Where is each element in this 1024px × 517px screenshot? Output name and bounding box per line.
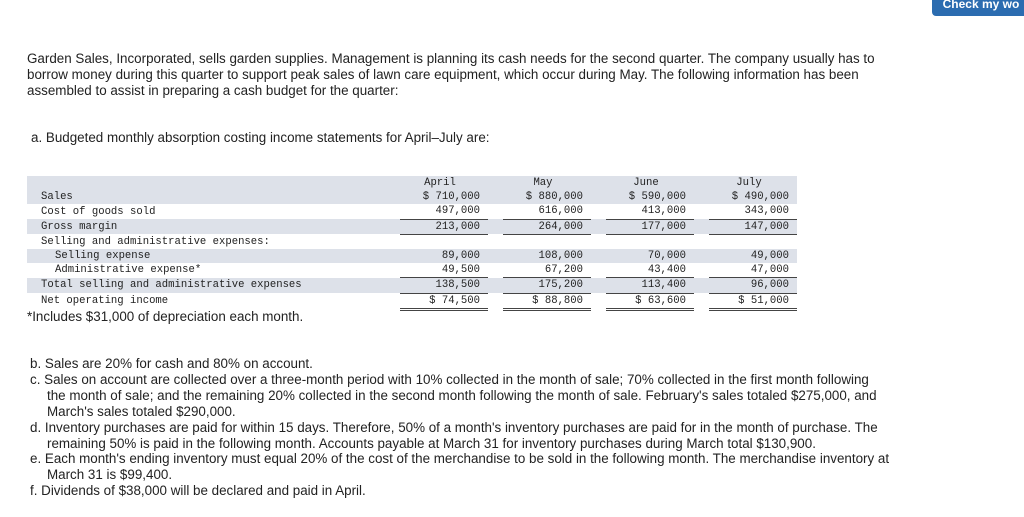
header-blank [27,176,400,190]
month-header: June [606,176,694,190]
cell-value: 497,000 [400,204,488,219]
cell-value: 47,000 [709,263,797,278]
cell-value: 147,000 [709,219,797,234]
depreciation-footnote: *Includes $31,000 of depreciation each month. [27,309,304,324]
cell-value: 343,000 [709,204,797,219]
list-item: f. Dividends of $38,000 will be declared and paid in April. [30,483,366,499]
cell-value: 175,200 [503,278,591,293]
row-label: Sales [27,190,400,204]
part-a-heading: a. Budgeted monthly absorption costing income statements for April–July are: [31,130,490,145]
cell-value: 89,000 [400,249,488,263]
cell-value: 67,200 [503,263,591,278]
cell-value: 70,000 [606,249,694,263]
cell-value: 213,000 [400,219,488,234]
cell-value: 49,500 [400,263,488,278]
row-label: Total selling and administrative expenses [27,278,400,293]
list-item: b. Sales are 20% for cash and 80% on account. [30,356,313,371]
cell-value: $ 74,500 [400,293,488,309]
table-row-gross-margin [27,219,797,234]
cell-value: $ 880,000 [503,190,591,204]
list-item: e. Each month's ending inventory must equal 20% of the cost of the merchandise to be sold in the following month. The merchandise inventory at March 31 is $99,400. [30,451,890,483]
cell-value: $ 63,600 [606,293,694,309]
cell-value: 264,000 [503,219,591,234]
intro-paragraph: Garden Sales, Incorporated, sells garden supplies. Management is planning its cash needs for the second quarter. The company usually has to borrow money during this quarter to support peak sales of lawn care equipment, which occur during May. The following information has been assembled to assist in preparing a cash budget for the quarter: [27,51,875,98]
table-row-sales [27,190,797,204]
table-row-cogs [27,204,797,219]
cell-value: $ 590,000 [606,190,694,204]
cell-value: $ 710,000 [400,190,488,204]
cell-value: 616,000 [503,204,591,219]
cell-value: 96,000 [709,278,797,293]
assumptions-list [30,356,890,499]
cell-value: $ 88,800 [503,293,591,309]
cell-value: 43,400 [606,263,694,278]
table-header-row [27,176,797,190]
cell-value: $ 51,000 [709,293,797,309]
month-header: July [709,176,797,190]
table-row-selling-expense [27,249,797,263]
income-statement-table [27,176,797,311]
row-label: Selling and administrative expenses: [41,235,270,248]
month-header: May [503,176,591,190]
row-label: Net operating income [41,295,169,308]
row-label: Selling expense [27,249,400,263]
cell-value: 177,000 [606,219,694,234]
table-row-admin-expense [27,263,797,278]
table-row-total-sga [27,278,797,293]
cell-value: 49,000 [709,249,797,263]
row-label: Cost of goods sold [41,205,156,218]
table-row-net-operating-income [27,293,797,309]
row-label: Gross margin [27,219,400,234]
list-item: c. Sales on account are collected over a three-month period with 10% collected in the month of sale; 70% collected in the first month following the month of sale; and the remaining 20% collected in the second month following the month of sale. February's sales totaled $275,000, and March's sales totaled $290,000. [30,371,877,419]
cell-value: 138,500 [400,278,488,293]
list-item: d. Inventory purchases are paid for within 15 days. Therefore, 50% of a month's inventory purchases are paid for in the month of purchase. The remaining 50% is paid in the following month. Accounts payable at March 31 for inventory purchases during March total $130,900. [30,419,878,451]
month-header: April [400,176,488,190]
check-my-work-button[interactable]: Check my wo [932,0,1024,16]
cell-value: 413,000 [606,204,694,219]
cell-value: 113,400 [606,278,694,293]
table-row-sga-heading [27,234,797,249]
cell-value: $ 490,000 [709,190,797,204]
row-label: Administrative expense* [55,264,202,277]
cell-value: 108,000 [503,249,591,263]
